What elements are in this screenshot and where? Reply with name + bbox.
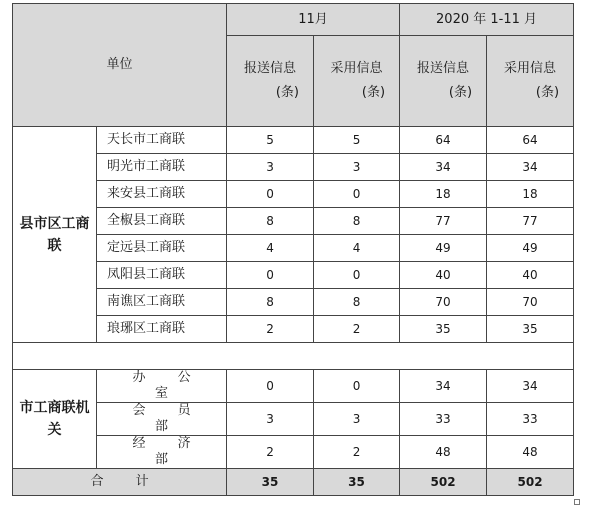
ytd-reported-label: 报送信息 [417, 61, 470, 76]
table-row [13, 316, 574, 343]
ytd-adopted-value: 34 [487, 370, 574, 403]
table-row [13, 262, 574, 289]
nov-reported-value: 2 [227, 436, 314, 469]
ytd-adopted-value: 48 [487, 436, 574, 469]
total-nov-reported: 35 [227, 469, 314, 496]
ytd-reported-value: 35 [400, 316, 487, 343]
ytd-adopted-value: 35 [487, 316, 574, 343]
total-ytd-adopted: 502 [487, 469, 574, 496]
total-label: 合 计 [13, 469, 227, 496]
ytd-reported-value: 40 [400, 262, 487, 289]
nov-reported-unit: (条) [275, 85, 300, 100]
unit-name: 凤阳县工商联 [97, 262, 227, 289]
nov-adopted-value: 3 [314, 403, 400, 436]
nov-adopted-value: 3 [314, 154, 400, 181]
unit-name: 会 员 部 [97, 403, 227, 436]
ytd-reported-value: 34 [400, 370, 487, 403]
nov-adopted-header [314, 36, 400, 127]
nov-reported-value: 0 [227, 370, 314, 403]
nov-reported-header [227, 36, 314, 127]
table-row [13, 181, 574, 208]
unit-name: 南谯区工商联 [97, 289, 227, 316]
ytd-adopted-value: 40 [487, 262, 574, 289]
table-end-marker [574, 499, 580, 505]
nov-adopted-value: 8 [314, 289, 400, 316]
ytd-reported-value: 64 [400, 127, 487, 154]
unit-name: 天长市工商联 [97, 127, 227, 154]
nov-adopted-value: 4 [314, 235, 400, 262]
separator-row [13, 343, 574, 370]
table-row [13, 370, 574, 403]
total-nov-adopted: 35 [314, 469, 400, 496]
unit-name: 全椒县工商联 [97, 208, 227, 235]
table-row [13, 154, 574, 181]
table-row [13, 436, 574, 469]
unit-header: 单位 [13, 4, 227, 127]
unit-name: 经 济 部 [97, 436, 227, 469]
ytd-adopted-unit: (条) [535, 85, 560, 100]
ytd-reported-value: 70 [400, 289, 487, 316]
total-ytd-reported: 502 [400, 469, 487, 496]
group-label: 县市区工商联 [13, 127, 97, 343]
nov-reported-value: 5 [227, 127, 314, 154]
nov-adopted-value: 2 [314, 436, 400, 469]
nov-reported-value: 3 [227, 403, 314, 436]
separator-cell [13, 343, 574, 370]
ytd-reported-value: 34 [400, 154, 487, 181]
nov-reported-value: 0 [227, 262, 314, 289]
ytd-adopted-value: 64 [487, 127, 574, 154]
table-row [13, 289, 574, 316]
nov-adopted-label: 采用信息 [330, 61, 383, 76]
unit-name: 明光市工商联 [97, 154, 227, 181]
nov-adopted-value: 8 [314, 208, 400, 235]
period-ytd-header: 2020 年 1-11 月 [400, 4, 574, 36]
nov-reported-value: 4 [227, 235, 314, 262]
nov-adopted-value: 5 [314, 127, 400, 154]
ytd-adopted-value: 18 [487, 181, 574, 208]
nov-reported-value: 2 [227, 316, 314, 343]
unit-name: 琅琊区工商联 [97, 316, 227, 343]
ytd-adopted-value: 34 [487, 154, 574, 181]
table-row [13, 403, 574, 436]
nov-reported-label: 报送信息 [244, 61, 297, 76]
nov-reported-value: 8 [227, 289, 314, 316]
group-label: 市工商联机关 [13, 370, 97, 469]
total-row [13, 469, 574, 496]
ytd-reported-value: 49 [400, 235, 487, 262]
ytd-adopted-value: 77 [487, 208, 574, 235]
ytd-reported-unit: (条) [448, 85, 473, 100]
ytd-reported-value: 18 [400, 181, 487, 208]
nov-adopted-unit: (条) [361, 85, 386, 100]
nov-reported-value: 0 [227, 181, 314, 208]
unit-name: 来安县工商联 [97, 181, 227, 208]
nov-adopted-value: 0 [314, 181, 400, 208]
ytd-reported-header [400, 36, 487, 127]
nov-adopted-value: 2 [314, 316, 400, 343]
ytd-reported-value: 48 [400, 436, 487, 469]
table-row [13, 127, 574, 154]
ytd-reported-value: 33 [400, 403, 487, 436]
ytd-adopted-value: 70 [487, 289, 574, 316]
table-row [13, 235, 574, 262]
ytd-adopted-value: 49 [487, 235, 574, 262]
period-november-header: 11月 [227, 4, 400, 36]
nov-adopted-value: 0 [314, 370, 400, 403]
ytd-adopted-header [487, 36, 574, 127]
nov-adopted-value: 0 [314, 262, 400, 289]
nov-reported-value: 3 [227, 154, 314, 181]
unit-name: 定远县工商联 [97, 235, 227, 262]
ytd-adopted-value: 33 [487, 403, 574, 436]
table-row [13, 208, 574, 235]
statistics-table [12, 3, 574, 496]
nov-reported-value: 8 [227, 208, 314, 235]
ytd-adopted-label: 采用信息 [504, 61, 557, 76]
ytd-reported-value: 77 [400, 208, 487, 235]
unit-name: 办 公 室 [97, 370, 227, 403]
